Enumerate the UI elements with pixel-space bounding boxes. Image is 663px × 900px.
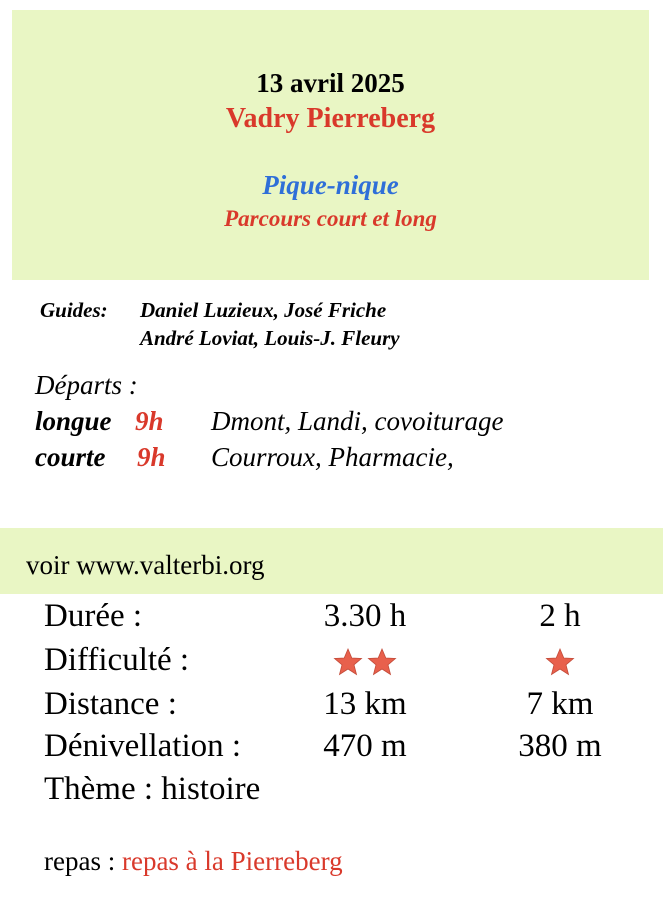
stat-row-difficulty xyxy=(0,642,663,682)
duration-label: Durée : xyxy=(44,598,143,634)
difficulty-label: Difficulté : xyxy=(44,642,190,678)
website-bar xyxy=(0,528,663,594)
elevation-short: 380 m xyxy=(518,728,602,764)
stat-row-elevation xyxy=(0,728,663,768)
elevation-label: Dénivellation : xyxy=(44,728,242,764)
guides-label: Guides: xyxy=(40,298,108,322)
meal-value: repas à la Pierreberg xyxy=(121,846,343,876)
difficulty-stars-short xyxy=(543,642,577,679)
guides-line-2: André Loviat, Louis-J. Fleury xyxy=(140,326,400,350)
duration-short: 2 h xyxy=(539,598,581,634)
event-date: 13 avril 2025 xyxy=(256,68,405,98)
distance-short: 7 km xyxy=(526,686,594,722)
difficulty-short xyxy=(490,642,630,679)
distance-label: Distance : xyxy=(44,686,177,722)
meal-label: repas : xyxy=(44,846,122,876)
departure-place: Dmont, Landi, covoiturage xyxy=(211,406,504,436)
star-icon xyxy=(545,647,575,677)
duration-long: 3.30 h xyxy=(323,598,407,634)
stat-row-duration xyxy=(0,598,663,638)
stat-row-distance xyxy=(0,686,663,726)
star-icon xyxy=(367,647,397,677)
meal-line xyxy=(44,846,343,877)
star-icon xyxy=(333,647,363,677)
difficulty-stars-long xyxy=(331,642,399,679)
elevation-long: 470 m xyxy=(323,728,407,764)
header-panel xyxy=(12,10,649,280)
theme-text: Thème : histoire xyxy=(44,771,261,807)
guides-line-1: Daniel Luzieux, José Friche xyxy=(140,298,387,322)
stat-row-theme xyxy=(0,771,663,811)
guides-names xyxy=(140,296,560,352)
departure-type: courte xyxy=(35,442,106,472)
website-link[interactable]: voir www.valterbi.org xyxy=(26,550,265,580)
departure-hour: 9h xyxy=(137,442,166,472)
event-activity: Pique-nique xyxy=(262,170,399,200)
departure-type: longue xyxy=(35,406,112,436)
departure-place: Courroux, Pharmacie, xyxy=(211,442,454,472)
departures-title: Départs : xyxy=(35,370,138,400)
departure-hour: 9h xyxy=(135,406,164,436)
event-routes: Parcours court et long xyxy=(224,206,437,231)
difficulty-long xyxy=(300,642,430,679)
event-place: Vadry Pierreberg xyxy=(225,103,436,134)
distance-long: 13 km xyxy=(323,686,407,722)
